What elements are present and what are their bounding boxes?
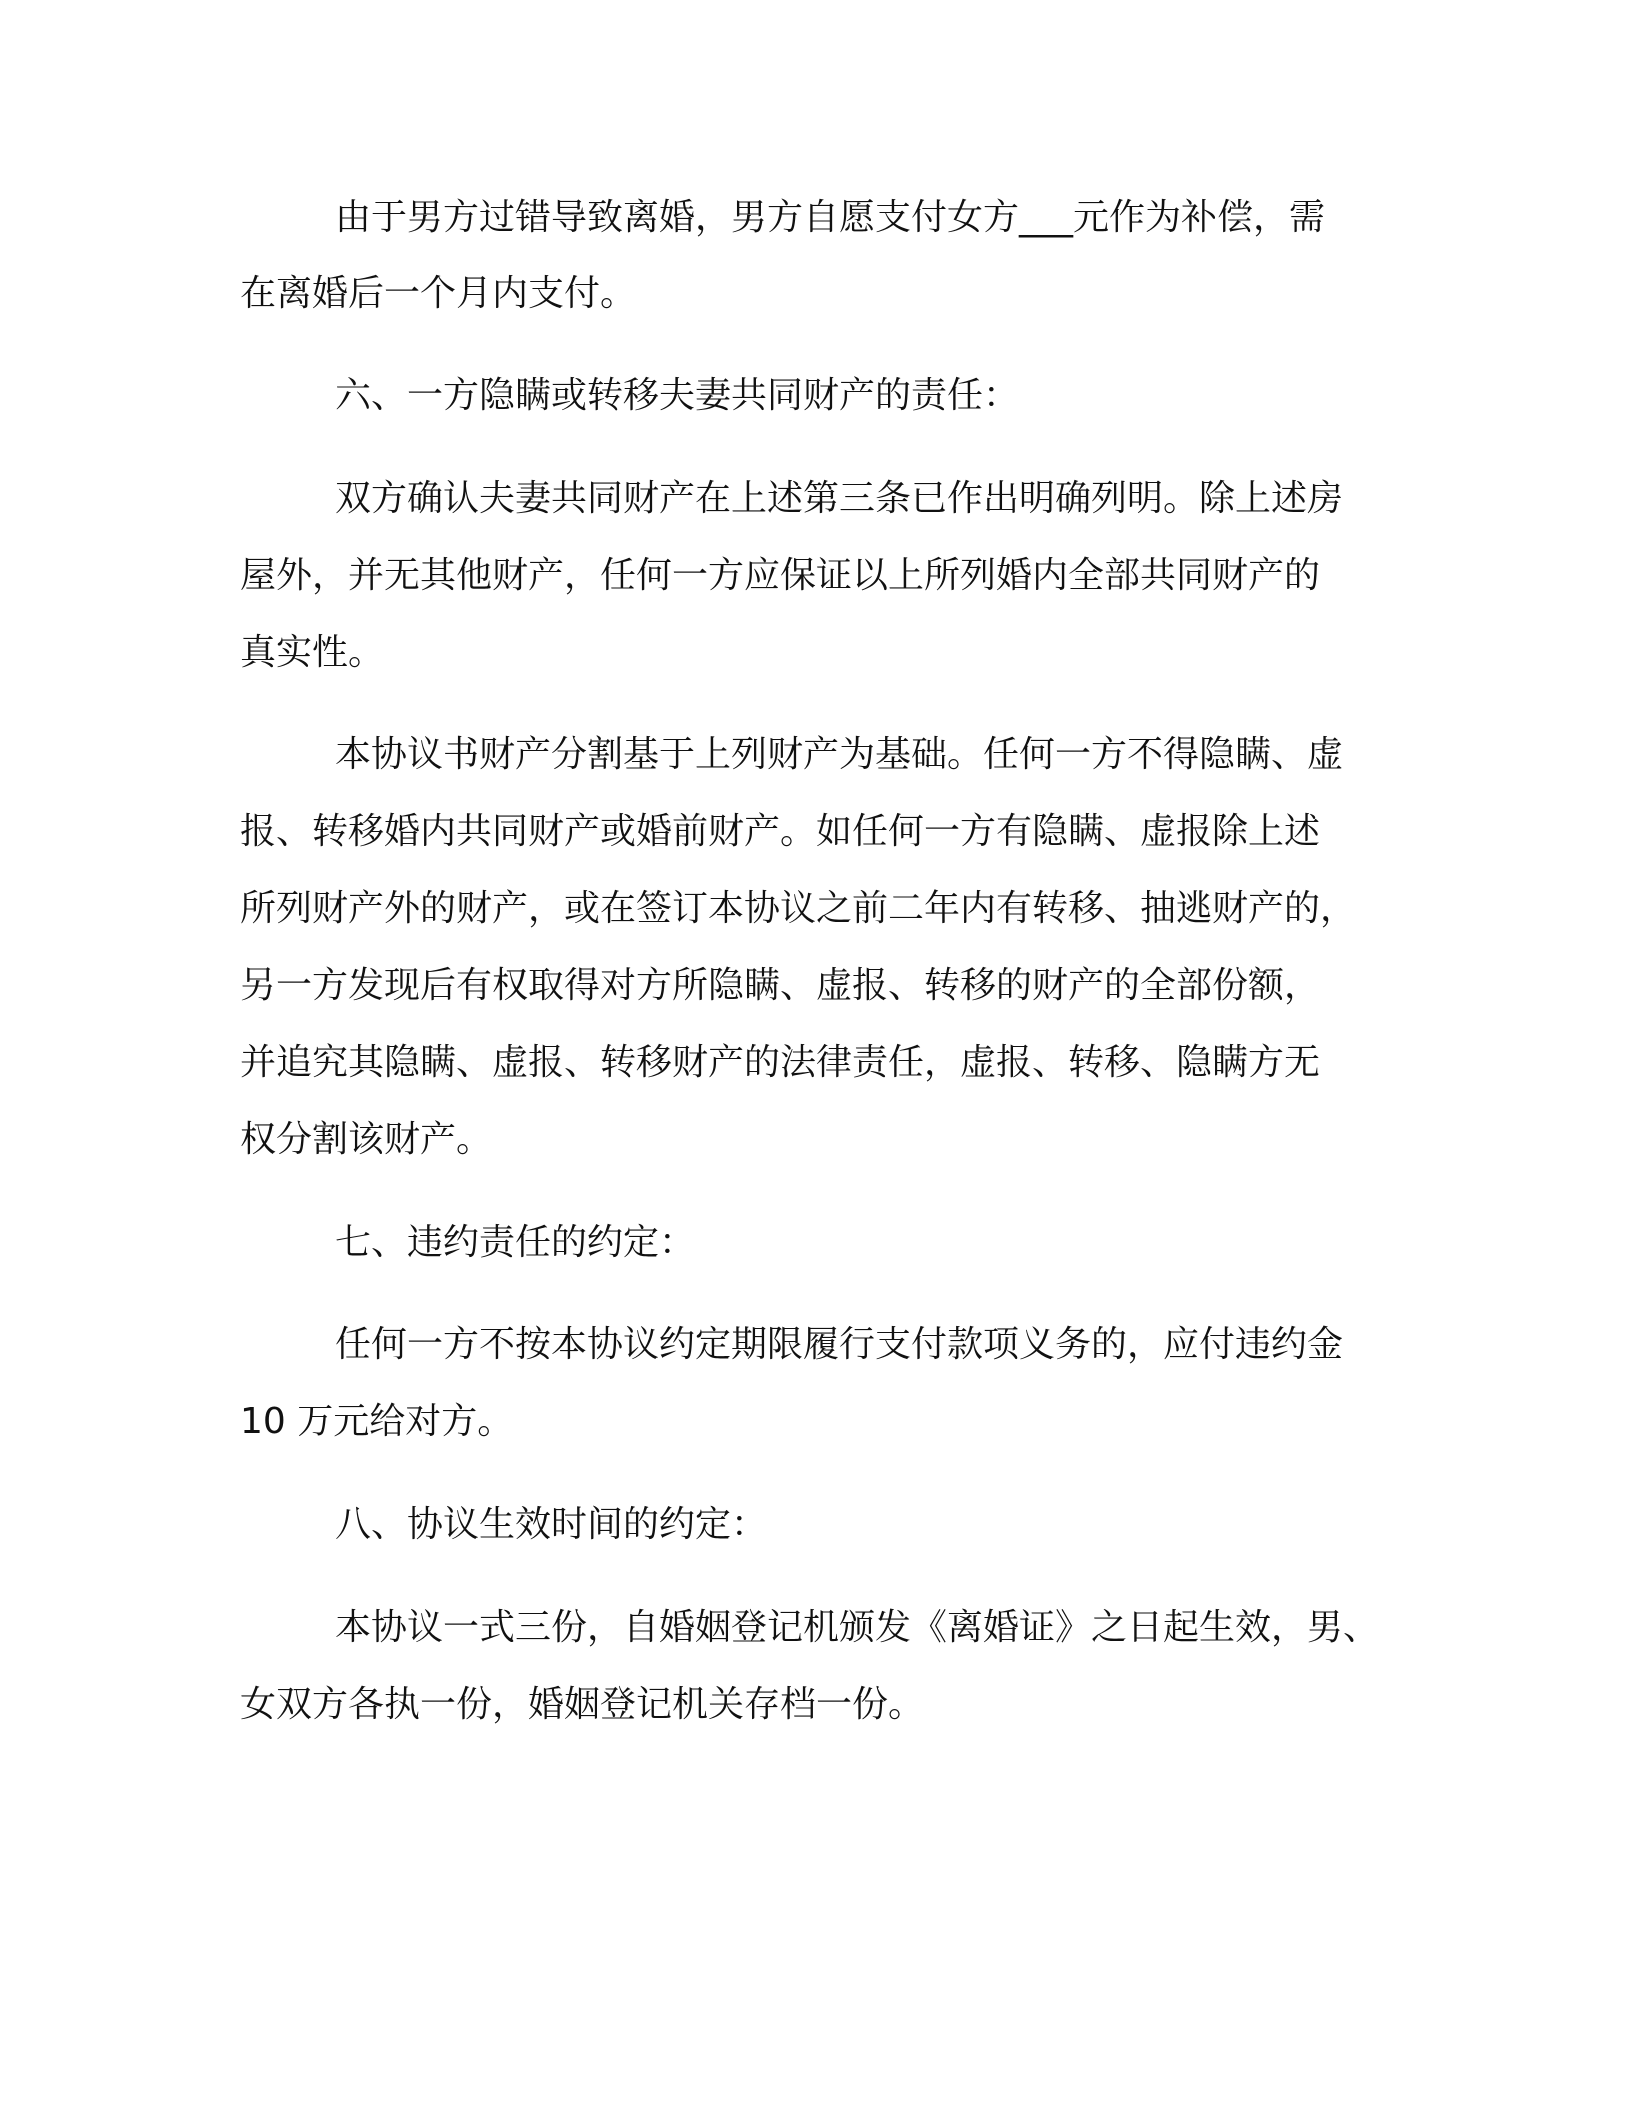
section-heading-seven: 七、违约责任的约定： [335, 1222, 696, 1263]
paragraph-penalty-line-1: 任何一方不按本协议约定期限履行支付款项义务的，应付违约金 [335, 1324, 1344, 1365]
paragraph-compensation-line-2: 在离婚后一个月内支付。 [240, 273, 637, 314]
paragraph-concealment-line-3: 所列财产外的财产，或在签订本协议之前二年内有转移、抽逃财产的， [240, 888, 1357, 929]
paragraph-concealment-line-4: 另一方发现后有权取得对方所隐瞒、虚报、转移的财产的全部份额， [240, 965, 1321, 1006]
paragraph-compensation-line-1: 由于男方过错导致离婚，男方自愿支付女方___元作为补偿，需 [335, 197, 1326, 238]
paragraph-concealment-line-2: 报、转移婚内共同财产或婚前财产。如任何一方有隐瞒、虚报除上述 [240, 811, 1321, 852]
paragraph-effective-line-1: 本协议一式三份，自婚姻登记机颁发《离婚证》之日起生效，男、 [335, 1607, 1380, 1648]
section-heading-six: 六、一方隐瞒或转移夫妻共同财产的责任： [335, 375, 1020, 416]
paragraph-joint-property-line-2: 屋外，并无其他财产，任何一方应保证以上所列婚内全部共同财产的 [240, 555, 1321, 596]
paragraph-joint-property-line-3: 真实性。 [240, 632, 385, 673]
paragraph-joint-property-line-1: 双方确认夫妻共同财产在上述第三条已作出明确列明。除上述房 [335, 478, 1344, 519]
paragraph-penalty-line-2: 10 万元给对方。 [240, 1401, 514, 1442]
paragraph-effective-line-2: 女双方各执一份，婚姻登记机关存档一份。 [240, 1684, 925, 1725]
paragraph-concealment-line-6: 权分割该财产。 [240, 1119, 493, 1160]
paragraph-concealment-line-5: 并追究其隐瞒、虚报、转移财产的法律责任，虚报、转移、隐瞒方无 [240, 1042, 1321, 1083]
paragraph-concealment-line-1: 本协议书财产分割基于上列财产为基础。任何一方不得隐瞒、虚 [335, 734, 1344, 775]
section-heading-eight: 八、协议生效时间的约定： [335, 1504, 768, 1545]
